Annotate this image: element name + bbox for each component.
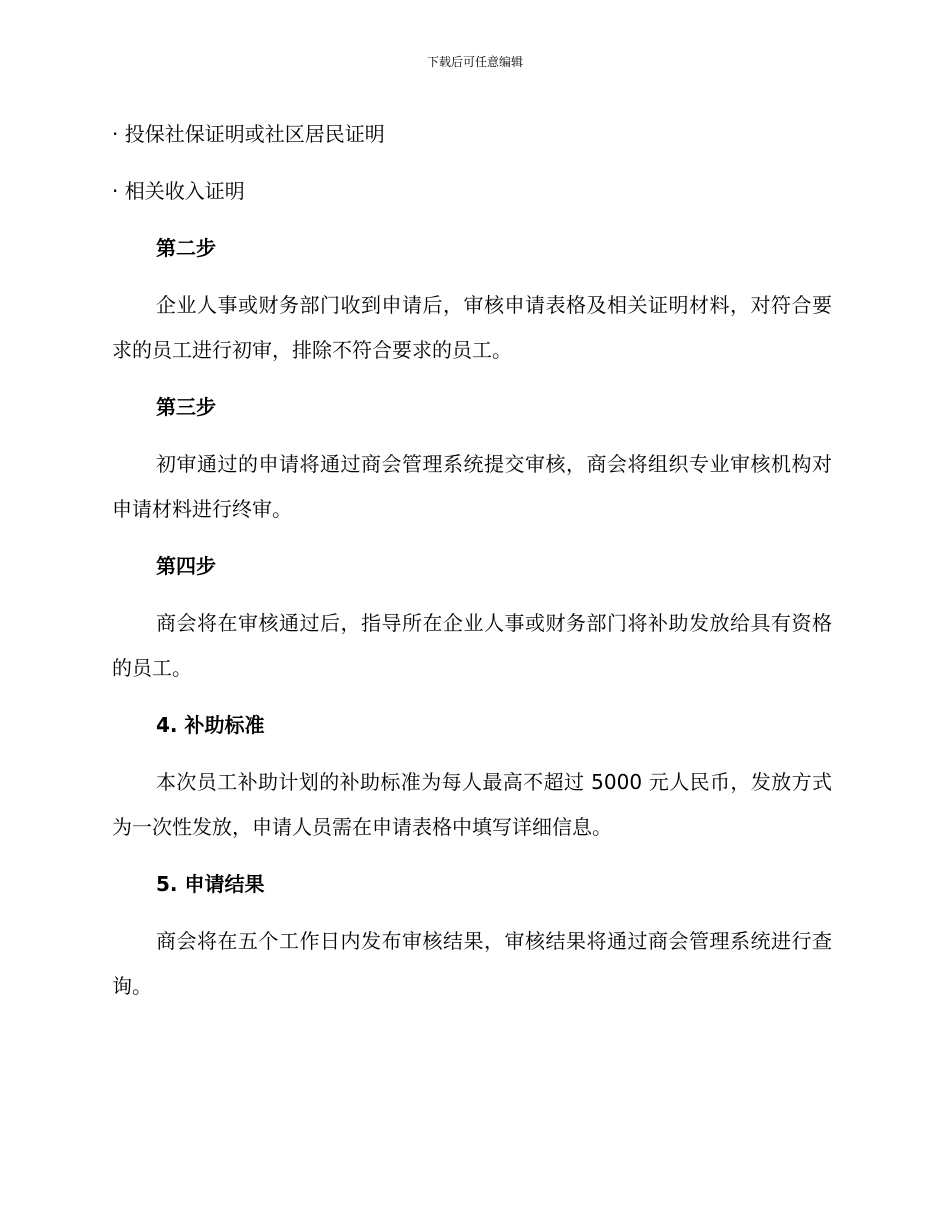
step-2-heading: 第二步 [156, 236, 216, 260]
bullet-income-proof: · 相关收入证明 [112, 179, 245, 203]
step-3-heading: 第三步 [156, 395, 216, 419]
section-5-heading: 5. 申请结果 [156, 872, 265, 896]
section-4-heading: 4. 补助标准 [156, 713, 265, 737]
bullet-social-security-proof: · 投保社保证明或社区居民证明 [112, 122, 385, 146]
step-4-text: 商会将在审核通过后，指导所在企业人事或财务部门将补助发放给具有资格的员工。 [112, 611, 832, 680]
step-3-text: 初审通过的申请将通过商会管理系统提交审核，商会将组织专业审核机构对申请材料进行终审。 [112, 452, 832, 521]
page-header: 下载后可任意编辑 [426, 55, 523, 69]
section-5-text: 商会将在五个工作日内发布审核结果，审核结果将通过商会管理系统进行查询。 [112, 929, 832, 998]
document-body [112, 112, 832, 1021]
step-2-text: 企业人事或财务部门收到申请后，审核申请表格及相关证明材料，对符合要求的员工进行初审，排除不符合要求的员工。 [112, 293, 832, 362]
section-4-text: 本次员工补助计划的补助标准为每人最高不超过 5000 元人民币，发放方式为一次性发放，申请人员需在申请表格中填写详细信息。 [112, 770, 832, 839]
step-4-heading: 第四步 [156, 554, 216, 578]
